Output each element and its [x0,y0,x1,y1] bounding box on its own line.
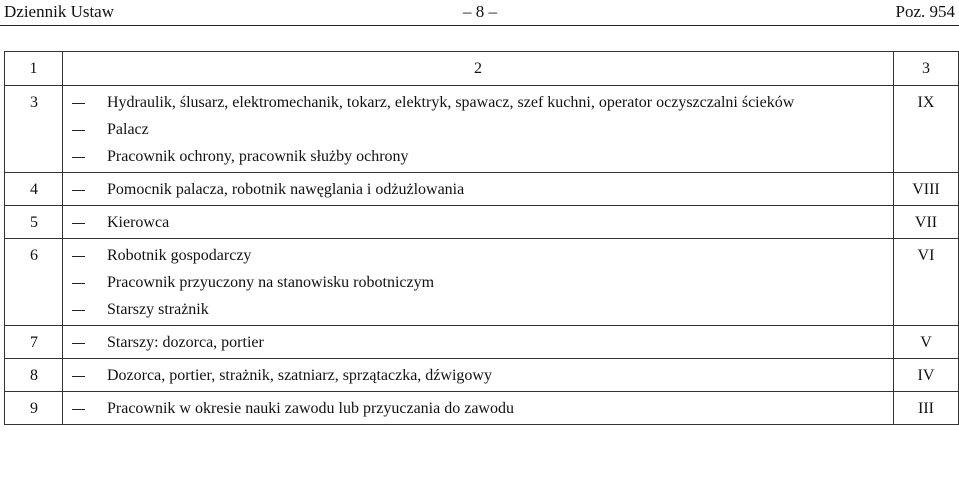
row-category: IV [894,359,959,392]
table-row [5,86,959,173]
dash-marker [72,409,85,410]
row-number: 9 [5,392,63,425]
row-category: III [894,392,959,425]
list-item: Pomocnik palacza, robotnik nawęglania i odżużlowania [63,181,893,199]
table-header-row [5,52,959,86]
row-category: VI [894,239,959,326]
dash-marker [72,157,85,158]
column-header-1: 1 [5,52,63,86]
row-number: 4 [5,173,63,206]
position-number: Poz. 954 [895,2,955,21]
list-item: Dozorca, portier, strażnik, szatniarz, sprzątaczka, dźwigowy [63,367,893,385]
list-item: Palacz [63,121,893,139]
column-header-2: 2 [63,52,894,86]
row-description [63,359,894,392]
list-item: Pracownik w okresie nauki zawodu lub przyuczania do zawodu [63,400,893,418]
row-category: VIII [894,173,959,206]
list-item: Kierowca [63,214,893,232]
dash-marker [72,190,85,191]
table-row [5,392,959,425]
column-header-3: 3 [894,52,959,86]
dash-marker [72,343,85,344]
table-row [5,359,959,392]
dash-marker [72,223,85,224]
list-item: Hydraulik, ślusarz, elektromechanik, tokarz, elektryk, spawacz, szef kuchni, operator oczyszczalni ścieków [63,94,893,112]
dash-marker [72,310,85,311]
row-number: 6 [5,239,63,326]
row-description [63,392,894,425]
row-description [63,239,894,326]
list-item: Starszy: dozorca, portier [63,334,893,352]
dash-marker [72,256,85,257]
header-divider [0,25,959,26]
table-row [5,239,959,326]
row-description [63,86,894,173]
row-number: 7 [5,326,63,359]
row-category: IX [894,86,959,173]
table-row [5,206,959,239]
category-table [4,51,959,425]
row-number: 5 [5,206,63,239]
list-item: Starszy strażnik [63,301,893,319]
list-item: Pracownik przyuczony na stanowisku robotniczym [63,274,893,292]
page-header [0,0,959,26]
row-description [63,206,894,239]
dash-marker [72,283,85,284]
page-number: – 8 – [463,2,497,21]
table-row [5,326,959,359]
journal-title: Dziennik Ustaw [4,2,115,21]
row-number: 3 [5,86,63,173]
row-description [63,173,894,206]
row-category: V [894,326,959,359]
list-item: Robotnik gospodarczy [63,247,893,265]
dash-marker [72,103,85,104]
row-number: 8 [5,359,63,392]
list-item: Pracownik ochrony, pracownik służby ochrony [63,148,893,166]
dash-marker [72,130,85,131]
table-row [5,173,959,206]
dash-marker [72,376,85,377]
row-description [63,326,894,359]
row-category: VII [894,206,959,239]
